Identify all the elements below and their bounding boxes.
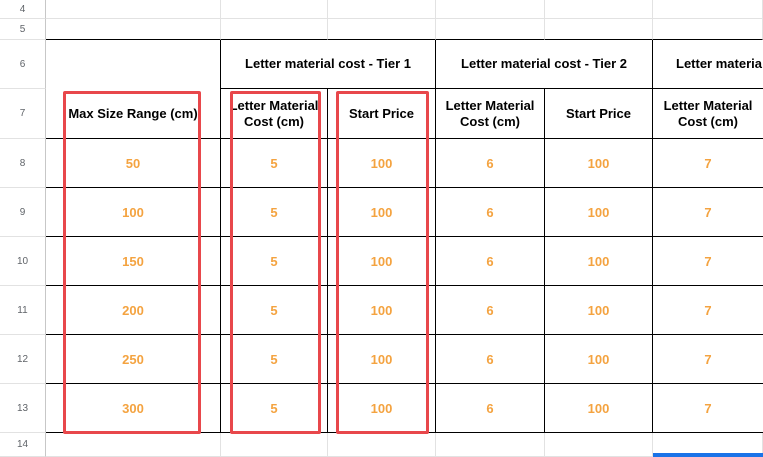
- grid-cell[interactable]: [653, 0, 763, 19]
- grid-cell[interactable]: [46, 0, 221, 19]
- tier2-cost-cell[interactable]: 6: [436, 139, 545, 188]
- row-header-13[interactable]: 13: [0, 384, 46, 433]
- row-header-14[interactable]: 14: [0, 433, 46, 457]
- grid-cell[interactable]: [436, 19, 545, 40]
- grid-cell[interactable]: [545, 0, 653, 19]
- grid-cell[interactable]: [545, 433, 653, 457]
- tier2-header[interactable]: Letter material cost - Tier 2: [436, 40, 653, 89]
- tier2-price-cell[interactable]: 100: [545, 384, 653, 433]
- row-header-9[interactable]: 9: [0, 188, 46, 237]
- grid-cell[interactable]: [436, 433, 545, 457]
- tier1-price-cell[interactable]: 100: [328, 384, 436, 433]
- grid-cell[interactable]: [328, 0, 436, 19]
- max-size-cell[interactable]: 200: [46, 286, 221, 335]
- tier2-cost-header[interactable]: Letter Material Cost (cm): [436, 89, 545, 139]
- grid-cell[interactable]: [46, 433, 221, 457]
- tier2-price-cell[interactable]: 100: [545, 188, 653, 237]
- selection-indicator: [653, 453, 763, 457]
- max-size-cell[interactable]: 300: [46, 384, 221, 433]
- tier1-cost-cell[interactable]: 5: [221, 237, 328, 286]
- row-header-10[interactable]: 10: [0, 237, 46, 286]
- row-header-11[interactable]: 11: [0, 286, 46, 335]
- grid-cell[interactable]: [221, 0, 328, 19]
- tier1-cost-cell[interactable]: 5: [221, 286, 328, 335]
- max-size-cell[interactable]: 150: [46, 237, 221, 286]
- row-header-6[interactable]: 6: [0, 40, 46, 89]
- tier2-price-cell[interactable]: 100: [545, 139, 653, 188]
- tier1-price-cell[interactable]: 100: [328, 335, 436, 384]
- tier2-cost-cell[interactable]: 6: [436, 237, 545, 286]
- tier3-cost-cell[interactable]: 7: [653, 335, 763, 384]
- max-size-header-top[interactable]: [46, 40, 221, 89]
- row-header-12[interactable]: 12: [0, 335, 46, 384]
- grid-cell[interactable]: [328, 433, 436, 457]
- tier3-cost-cell[interactable]: 7: [653, 237, 763, 286]
- max-size-cell[interactable]: 100: [46, 188, 221, 237]
- tier1-header[interactable]: Letter material cost - Tier 1: [221, 40, 436, 89]
- tier2-cost-cell[interactable]: 6: [436, 384, 545, 433]
- grid-cell[interactable]: [221, 433, 328, 457]
- tier1-price-cell[interactable]: 100: [328, 188, 436, 237]
- row-header-5[interactable]: 5: [0, 19, 46, 40]
- tier1-price-header[interactable]: Start Price: [328, 89, 436, 139]
- tier3-cost-cell[interactable]: 7: [653, 286, 763, 335]
- tier2-price-cell[interactable]: 100: [545, 335, 653, 384]
- tier1-cost-cell[interactable]: 5: [221, 188, 328, 237]
- row-header-4[interactable]: 4: [0, 0, 46, 19]
- max-size-header[interactable]: Max Size Range (cm): [46, 89, 221, 139]
- tier2-price-cell[interactable]: 100: [545, 237, 653, 286]
- max-size-cell[interactable]: 250: [46, 335, 221, 384]
- row-header-8[interactable]: 8: [0, 139, 46, 188]
- tier1-price-cell[interactable]: 100: [328, 237, 436, 286]
- tier2-cost-cell[interactable]: 6: [436, 188, 545, 237]
- tier1-cost-cell[interactable]: 5: [221, 139, 328, 188]
- tier1-cost-cell[interactable]: 5: [221, 384, 328, 433]
- tier2-price-header[interactable]: Start Price: [545, 89, 653, 139]
- grid-cell[interactable]: [653, 19, 763, 40]
- tier3-header[interactable]: Letter materia: [653, 40, 763, 89]
- tier2-price-cell[interactable]: 100: [545, 286, 653, 335]
- tier3-cost-cell[interactable]: 7: [653, 139, 763, 188]
- tier1-cost-cell[interactable]: 5: [221, 335, 328, 384]
- grid-cell[interactable]: [328, 19, 436, 40]
- tier3-cost-cell[interactable]: 7: [653, 188, 763, 237]
- tier3-cost-cell[interactable]: 7: [653, 384, 763, 433]
- tier1-cost-header[interactable]: Letter Material Cost (cm): [221, 89, 328, 139]
- grid-cell[interactable]: [46, 19, 221, 40]
- tier2-cost-cell[interactable]: 6: [436, 286, 545, 335]
- tier3-cost-header[interactable]: Letter Material Cost (cm): [653, 89, 763, 139]
- grid-cell[interactable]: [436, 0, 545, 19]
- grid-cell[interactable]: [221, 19, 328, 40]
- grid-cell[interactable]: [545, 19, 653, 40]
- tier2-cost-cell[interactable]: 6: [436, 335, 545, 384]
- max-size-cell[interactable]: 50: [46, 139, 221, 188]
- row-header-7[interactable]: 7: [0, 89, 46, 139]
- tier1-price-cell[interactable]: 100: [328, 139, 436, 188]
- tier1-price-cell[interactable]: 100: [328, 286, 436, 335]
